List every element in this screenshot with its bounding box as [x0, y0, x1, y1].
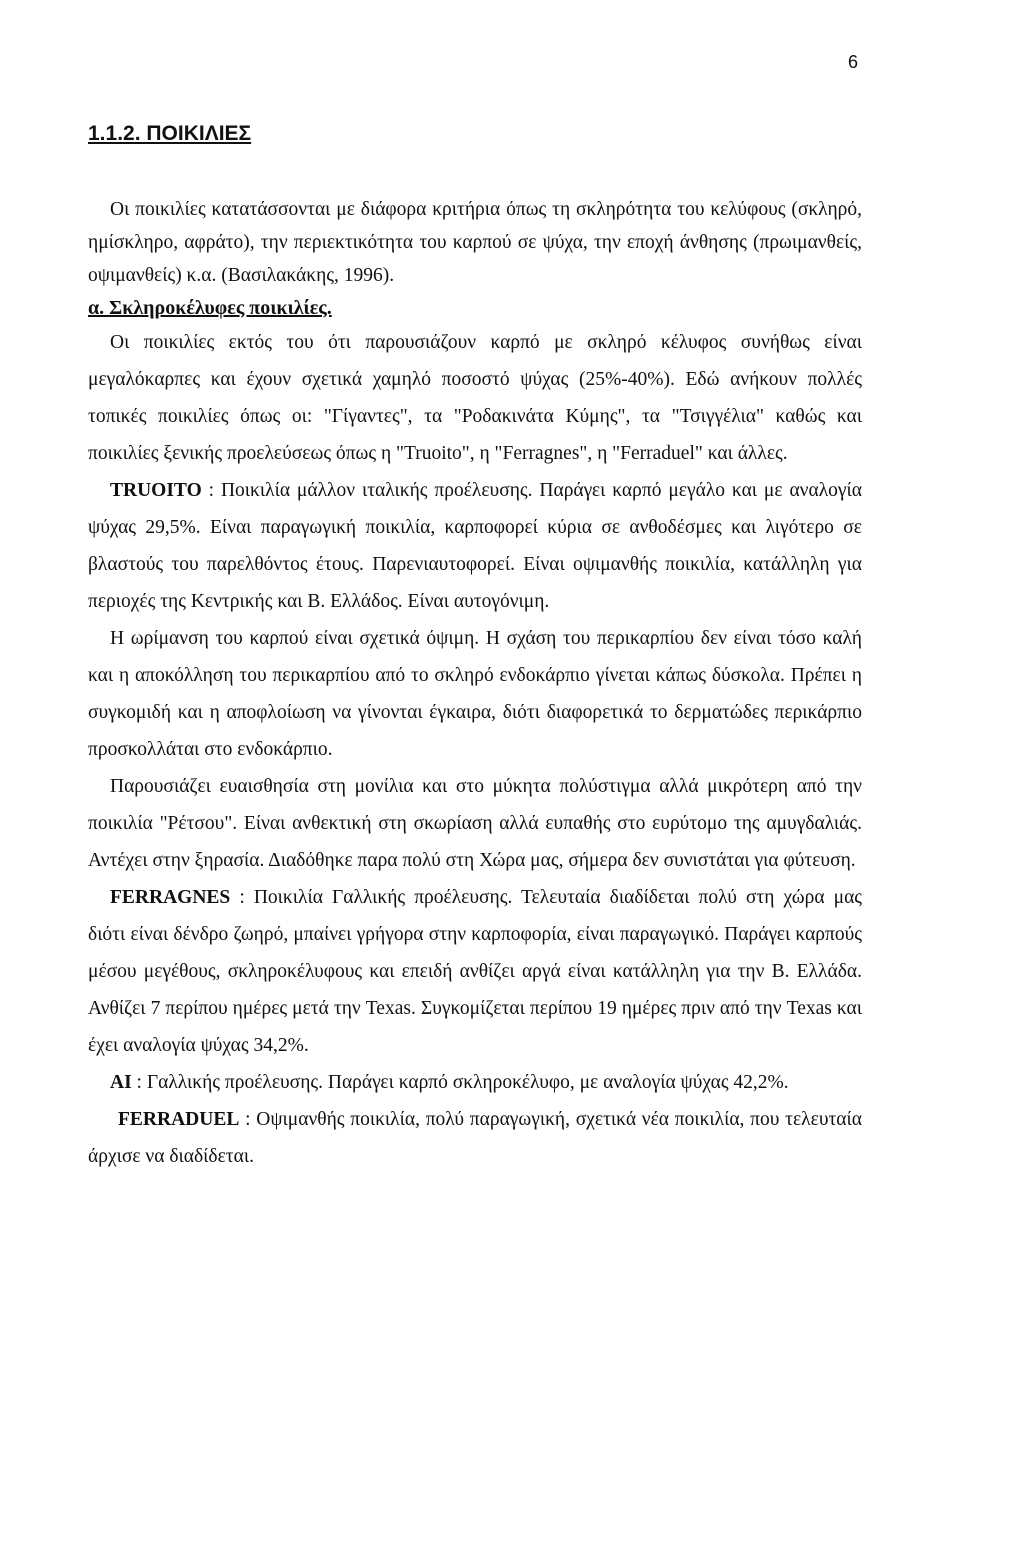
variety-description: Ποικιλία μάλλον ιταλικής προέλευσης. Παράγει καρπό μεγάλο και με αναλογία ψύχας 29,5%. Είναι παραγωγική ποικιλία, καρποφορεί κύρια σε ανθοδέσμες και λιγότερο σε βλαστούς του παρελθόντος έτους. Παρενιαυτοφορεί. Είναι οψιμανθής ποικιλία, κατάλληλη για περιοχές της Κεντρικής και Β. Ελλάδος. Είναι αυτογόνιμη.	[88, 480, 863, 612]
separator: :	[230, 887, 254, 908]
subsection-heading: α. Σκληροκέλυφες ποικιλίες.	[88, 297, 332, 319]
page-number: 6	[848, 52, 859, 72]
variety-name: FERRADUEL	[118, 1109, 240, 1130]
variety-description: Ποικιλία Γαλλικής προέλευσης. Τελευταία διαδίδεται πολύ στη χώρα μας διότι είναι δένδρο ζωηρό, μπαίνει γρήγορα στην καρποφορία, είναι παραγωγικό. Παράγει καρπούς μέσου μεγέθους, σκληροκέλυφους και επειδή ανθίζει αργά είναι κατάλληλη για την Β. Ελλάδα. Ανθίζει 7 περίπου ημέρες μετά την Texas. Συγκομίζεται περίπου 19 ημέρες πριν από την Texas και έχει αναλογία ψύχας 34,2%.	[88, 887, 863, 1056]
ferraduel-paragraph	[88, 1101, 862, 1175]
ai-paragraph	[88, 1064, 862, 1101]
section-heading: 1.1.2. ΠΟΙΚΙΛΙΕΣ	[88, 122, 252, 145]
variety-description: Γαλλικής προέλευσης. Παράγει καρπό σκληροκέλυφο, με αναλογία ψύχας 42,2%.	[146, 1072, 789, 1093]
variety-name: TRUOITO	[110, 480, 202, 501]
separator: :	[201, 480, 221, 501]
variety-name: FERRAGNES	[110, 887, 231, 908]
separator: :	[131, 1072, 147, 1093]
ferragnes-paragraph	[88, 879, 862, 1064]
separator: :	[239, 1109, 257, 1130]
variety-name: AI	[110, 1072, 132, 1093]
truoito-paragraph	[88, 472, 862, 620]
document-body	[88, 193, 862, 1175]
truoito-disease-paragraph: Παρουσιάζει ευαισθησία στη μονίλια και στο μύκητα πολύστιγμα αλλά μικρότερη από την ποικιλία "Ρέτσου". Είναι ανθεκτική στη σκωρίαση αλλά ευπαθής στο ευρύτομο της αμυγδαλιάς. Αντέχει στην ξηρασία. Διαδόθηκε παρα πολύ στη Χώρα μας, σήμερα δεν συνιστάται για φύτευση.	[88, 776, 862, 871]
truoito-ripening-paragraph: Η ωρίμανση του καρπού είναι σχετικά όψιμη. Η σχάση του περικαρπίου δεν είναι τόσο καλή και η αποκόλληση του περικαρπίου από το σκληρό ενδοκάρπιο γίνεται κάπως δύσκολα. Πρέπει η συγκομιδή και η αποφλοίωση να γίνονται έγκαιρα, διότι διαφορετικά το δερματώδες περικάρπιο προσκολλάται στο ενδοκάρπιο.	[88, 628, 862, 760]
subsection-intro-paragraph: Οι ποικιλίες εκτός του ότι παρουσιάζουν καρπό με σκληρό κέλυφος συνήθως είναι μεγαλόκαρπες και έχουν σχετικά χαμηλό ποσοστό ψύχας (25%-40%). Εδώ ανήκουν πολλές τοπικές ποικιλίες όπως οι: "Γίγαντες", τα "Ροδακινάτα Κύμης", τα "Τσιγγέλια" καθώς και ποικιλίες ξενικής προελεύσεως όπως η "Truoito", η "Ferragnes", η "Ferraduel" και άλλες.	[88, 332, 862, 464]
section-intro-paragraph: Οι ποικιλίες κατατάσσονται με διάφορα κριτήρια όπως τη σκληρότητα του κελύφους (σκληρό, ημίσκληρο, αφράτο), την περιεκτικότητα του καρπού σε ψύχα, την εποχή άνθησης (πρωιμανθείς, οψιμανθείς) κ.α. (Βασιλακάκης, 1996).	[88, 199, 862, 286]
variety-description: Οψιμανθής ποικιλία, πολύ παραγωγική, σχετικά νέα ποικιλία, που τελευταία άρχισε να διαδίδεται.	[88, 1109, 862, 1167]
